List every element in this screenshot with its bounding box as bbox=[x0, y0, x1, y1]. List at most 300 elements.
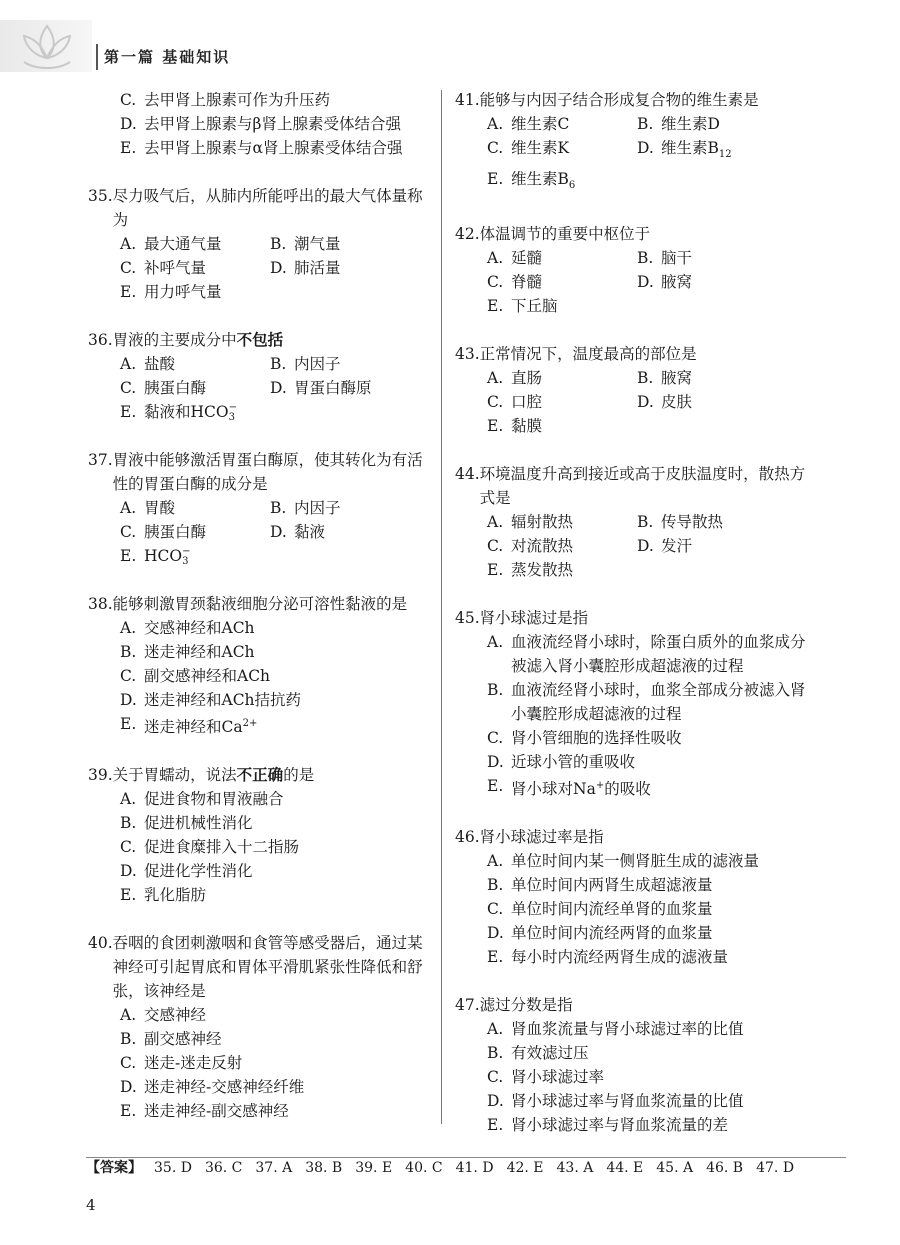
option-item bbox=[120, 400, 270, 424]
option-text bbox=[144, 859, 433, 883]
option-superscript: − bbox=[182, 546, 191, 557]
options bbox=[455, 510, 815, 582]
option-subsup bbox=[229, 403, 237, 423]
question-text-part: 体温调节的重要中枢位于 bbox=[479, 225, 651, 244]
option-letter: E. bbox=[120, 283, 137, 301]
option-text-main: 去甲肾上腺素可作为升压药 bbox=[144, 91, 331, 109]
right-column bbox=[455, 88, 815, 1161]
question-number: 46. bbox=[455, 828, 480, 847]
question-item bbox=[88, 931, 433, 1123]
option-letter: A. bbox=[487, 249, 504, 268]
option-item bbox=[270, 496, 420, 520]
question-text-part: 滤过分数是指 bbox=[479, 996, 573, 1015]
option-letter: A. bbox=[120, 1006, 137, 1025]
option-letter: B. bbox=[120, 643, 137, 661]
option-text bbox=[661, 246, 787, 270]
answer-item: 38. B bbox=[305, 1160, 343, 1176]
option-text-main: 迷走神经-交感神经纤维 bbox=[144, 1078, 305, 1097]
option-text bbox=[511, 270, 637, 294]
option-letter: A. bbox=[120, 499, 137, 517]
option-text bbox=[511, 390, 637, 414]
option-text-main: 维生素K bbox=[511, 139, 570, 157]
answer-item: 35. D bbox=[154, 1160, 192, 1176]
option-text-main: 维生素D bbox=[661, 115, 720, 133]
option-text-main: 肾血浆流量与肾小球滤过率的比值 bbox=[511, 1020, 744, 1039]
question-stem bbox=[455, 342, 815, 366]
option-text-main: 发汗 bbox=[661, 537, 693, 556]
options bbox=[88, 352, 433, 424]
option-text bbox=[511, 774, 815, 801]
option-text-main: 肾小球滤过率与肾血浆流量的比值 bbox=[511, 1092, 744, 1111]
option-item bbox=[270, 376, 420, 400]
option-item bbox=[120, 664, 433, 688]
option-item bbox=[637, 270, 787, 294]
option-text bbox=[144, 112, 433, 136]
option-text-main: 维生素B bbox=[511, 170, 569, 189]
option-letter: D. bbox=[637, 393, 654, 412]
option-text bbox=[511, 112, 637, 136]
option-letter: C. bbox=[120, 379, 137, 397]
options bbox=[455, 849, 815, 969]
question-item bbox=[88, 88, 433, 160]
option-letter: B. bbox=[120, 814, 137, 833]
option-letter: E. bbox=[120, 886, 137, 905]
option-letter: D. bbox=[270, 259, 287, 277]
option-text-main: 单位时间内流经两肾的血浆量 bbox=[511, 924, 713, 943]
option-text-main: 脊髓 bbox=[511, 273, 543, 292]
answer-item: 47. D bbox=[756, 1160, 795, 1176]
option-item bbox=[487, 390, 637, 414]
options bbox=[455, 1017, 815, 1137]
option-text-main: 延髓 bbox=[511, 249, 543, 268]
option-item bbox=[487, 678, 815, 726]
option-letter: B. bbox=[270, 499, 287, 517]
options bbox=[88, 496, 433, 568]
option-text-main: 交感神经 bbox=[144, 1006, 207, 1025]
option-text bbox=[294, 520, 420, 544]
option-text bbox=[144, 1003, 433, 1027]
lotus-logo-icon bbox=[14, 18, 80, 74]
option-text bbox=[511, 1041, 815, 1065]
option-text-main: 肺活量 bbox=[294, 259, 341, 277]
option-text-main: 促进食糜排入十二指肠 bbox=[144, 838, 300, 857]
answer-item: 36. C bbox=[204, 1160, 243, 1176]
option-text bbox=[144, 376, 270, 400]
option-text-main: 迷走神经和Ca bbox=[144, 718, 243, 737]
option-text-main: 内因子 bbox=[294, 499, 341, 517]
option-text-main: 胃酸 bbox=[144, 499, 176, 517]
option-subsup bbox=[182, 547, 190, 567]
option-text-main: 蒸发散热 bbox=[511, 561, 574, 580]
option-text bbox=[294, 496, 420, 520]
question-text-part: 吞咽的食团刺激咽和食管等感受器后，通过某神经可引起胃底和胃体平滑肌紧张性降低和舒张，该神经是 bbox=[112, 934, 423, 1001]
option-letter: C. bbox=[487, 900, 504, 919]
option-text-main: 腋窝 bbox=[661, 369, 693, 388]
option-text bbox=[144, 811, 433, 835]
question-text bbox=[480, 825, 815, 849]
question-number: 47. bbox=[455, 996, 480, 1015]
option-letter: E. bbox=[487, 777, 504, 796]
option-text bbox=[511, 366, 637, 390]
option-letter: B. bbox=[637, 513, 654, 532]
question-stem bbox=[88, 931, 433, 1003]
option-text-main: 单位时间内某一侧肾脏生成的滤液量 bbox=[511, 852, 760, 871]
option-letter: E. bbox=[487, 561, 504, 580]
option-letter: C. bbox=[120, 259, 137, 277]
option-letter: A. bbox=[120, 619, 137, 637]
option-text-main: 近球小管的重吸收 bbox=[511, 753, 636, 772]
question-stem bbox=[88, 184, 433, 232]
option-item bbox=[270, 352, 420, 376]
option-subscript: 6 bbox=[568, 180, 576, 192]
question-stem bbox=[88, 763, 433, 787]
option-text bbox=[144, 88, 433, 112]
option-text-main: 维生素C bbox=[511, 115, 570, 133]
option-text bbox=[144, 787, 433, 811]
option-item bbox=[487, 510, 637, 534]
option-text bbox=[661, 366, 787, 390]
option-letter: A. bbox=[120, 235, 137, 253]
option-letter: D. bbox=[120, 862, 137, 881]
option-item bbox=[487, 750, 815, 774]
question-text bbox=[480, 222, 815, 246]
option-item bbox=[487, 921, 815, 945]
option-item bbox=[487, 136, 637, 167]
option-letter: E. bbox=[487, 1116, 504, 1135]
option-text bbox=[144, 640, 433, 664]
option-item bbox=[120, 280, 270, 304]
option-text-main: 促进机械性消化 bbox=[144, 814, 253, 833]
option-text-main: 黏膜 bbox=[511, 417, 543, 436]
option-text bbox=[511, 558, 637, 582]
option-text bbox=[511, 167, 637, 198]
option-text-main: 口腔 bbox=[511, 393, 543, 412]
option-text bbox=[661, 534, 787, 558]
option-text bbox=[511, 510, 637, 534]
question-text bbox=[113, 328, 433, 352]
question-emphasis: 不包括 bbox=[236, 331, 284, 349]
option-text-main: 迷走-迷走反射 bbox=[144, 1054, 243, 1073]
option-text-main: 胰蛋白酶 bbox=[144, 379, 207, 397]
option-text bbox=[144, 712, 433, 739]
question-item bbox=[455, 88, 815, 198]
option-text-main: 黏液 bbox=[294, 523, 326, 541]
answer-key-items bbox=[154, 1158, 807, 1178]
option-text bbox=[144, 136, 433, 160]
option-item bbox=[487, 726, 815, 750]
option-text bbox=[661, 510, 787, 534]
question-number: 40. bbox=[88, 934, 113, 953]
option-item bbox=[487, 1065, 815, 1089]
question-text-part: 能够刺激胃颈黏液细胞分泌可溶性黏液的是 bbox=[112, 595, 408, 613]
option-letter: A. bbox=[120, 790, 137, 809]
option-item bbox=[637, 366, 787, 390]
option-text-main: 潮气量 bbox=[294, 235, 341, 253]
question-text-part: 的是 bbox=[283, 766, 315, 785]
option-letter: D. bbox=[120, 115, 137, 133]
option-text-main: 内因子 bbox=[294, 355, 341, 373]
option-letter: E. bbox=[487, 948, 504, 967]
option-text-main: 单位时间内流经单肾的血浆量 bbox=[511, 900, 713, 919]
option-text-main: 促进食物和胃液融合 bbox=[144, 790, 284, 809]
answer-item: 44. E bbox=[606, 1160, 644, 1176]
option-item bbox=[487, 873, 815, 897]
option-text bbox=[144, 256, 270, 280]
option-subscript: 12 bbox=[718, 149, 732, 161]
answer-item: 39. E bbox=[355, 1160, 393, 1176]
option-text-main: 血液流经肾小球时，除蛋白质外的血浆成分被滤入肾小囊腔形成超滤液的过程 bbox=[511, 633, 806, 676]
option-letter: D. bbox=[487, 1092, 504, 1111]
page-number: 4 bbox=[86, 1196, 96, 1214]
option-letter: C. bbox=[487, 393, 504, 412]
option-item bbox=[120, 1027, 433, 1051]
options bbox=[455, 366, 815, 438]
option-text bbox=[511, 873, 815, 897]
question-stem bbox=[455, 993, 815, 1017]
option-item bbox=[120, 256, 270, 280]
option-item bbox=[120, 835, 433, 859]
option-text-main: 直肠 bbox=[511, 369, 543, 388]
question-item bbox=[455, 222, 815, 318]
option-text-after: 的吸收 bbox=[604, 780, 651, 799]
option-text-main: 维生素B bbox=[661, 139, 719, 157]
option-item bbox=[487, 167, 637, 198]
option-letter: E. bbox=[120, 1102, 137, 1121]
option-text bbox=[144, 520, 270, 544]
option-letter: A. bbox=[120, 355, 137, 373]
option-item bbox=[487, 558, 637, 582]
option-item bbox=[487, 366, 637, 390]
option-letter: B. bbox=[270, 355, 287, 373]
option-text bbox=[144, 544, 270, 568]
option-text bbox=[294, 256, 420, 280]
option-text bbox=[511, 750, 815, 774]
option-text bbox=[511, 921, 815, 945]
option-text bbox=[511, 945, 815, 969]
option-letter: A. bbox=[487, 633, 504, 652]
option-text bbox=[511, 136, 637, 167]
option-text-main: 胃蛋白酶原 bbox=[294, 379, 372, 397]
option-text-main: 单位时间内两肾生成超滤液量 bbox=[511, 876, 713, 895]
option-letter: B. bbox=[487, 681, 504, 700]
option-text-main: 补呼气量 bbox=[144, 259, 207, 277]
question-text-part: 肾小球滤过率是指 bbox=[479, 828, 604, 847]
option-text bbox=[144, 616, 433, 640]
question-number: 43. bbox=[455, 345, 480, 364]
option-text-main: 促进化学性消化 bbox=[144, 862, 253, 881]
option-text-main: 每小时内流经两肾生成的滤液量 bbox=[511, 948, 729, 967]
option-text bbox=[511, 630, 815, 678]
question-text bbox=[113, 184, 433, 232]
option-text bbox=[661, 390, 787, 414]
option-letter: C. bbox=[120, 523, 137, 541]
option-text-main: 辐射散热 bbox=[511, 513, 574, 532]
option-item bbox=[487, 112, 637, 136]
option-item bbox=[270, 232, 420, 256]
option-letter: D. bbox=[120, 691, 137, 709]
option-subscript: 3 bbox=[228, 412, 235, 423]
option-item bbox=[120, 1099, 433, 1123]
option-item bbox=[270, 256, 420, 280]
option-text-main: 副交感神经和ACh bbox=[144, 667, 271, 685]
option-item bbox=[120, 1051, 433, 1075]
option-text-main: 用力呼气量 bbox=[144, 283, 222, 301]
question-number: 37. bbox=[88, 451, 113, 469]
option-text bbox=[144, 1075, 433, 1099]
option-text-main: 肾小球滤过率 bbox=[511, 1068, 605, 1087]
option-text-main: 皮肤 bbox=[661, 393, 693, 412]
option-text bbox=[144, 1027, 433, 1051]
option-superscript: + bbox=[595, 780, 605, 792]
option-text-main: 胰蛋白酶 bbox=[144, 523, 207, 541]
option-item bbox=[637, 534, 787, 558]
option-text-main: 去甲肾上腺素与α肾上腺素受体结合强 bbox=[144, 139, 403, 157]
option-text bbox=[511, 1089, 815, 1113]
option-text bbox=[511, 1017, 815, 1041]
option-item bbox=[637, 246, 787, 270]
question-item bbox=[455, 825, 815, 969]
question-item bbox=[88, 592, 433, 739]
question-text-part: 能够与内因子结合形成复合物的维生素是 bbox=[479, 91, 759, 109]
option-text-main: 下丘脑 bbox=[511, 297, 558, 316]
option-text bbox=[144, 883, 433, 907]
option-item bbox=[120, 811, 433, 835]
option-text-main: 乳化脂肪 bbox=[144, 886, 207, 905]
option-item bbox=[487, 270, 637, 294]
answer-item: 46. B bbox=[706, 1160, 744, 1176]
option-item bbox=[120, 1003, 433, 1027]
option-letter: D. bbox=[487, 924, 504, 943]
question-item bbox=[88, 448, 433, 568]
question-number: 35. bbox=[88, 187, 113, 205]
option-text-main: 传导散热 bbox=[661, 513, 724, 532]
option-superscript: 2+ bbox=[242, 718, 258, 729]
question-item bbox=[455, 462, 815, 582]
option-text-main: 交感神经和ACh bbox=[144, 619, 255, 637]
option-text bbox=[144, 400, 270, 424]
option-item bbox=[120, 352, 270, 376]
option-item bbox=[637, 136, 787, 167]
option-text bbox=[511, 246, 637, 270]
options bbox=[88, 232, 433, 304]
option-text bbox=[144, 1051, 433, 1075]
option-text bbox=[661, 136, 787, 167]
question-number: 44. bbox=[455, 465, 480, 484]
question-text-part: 肾小球滤过是指 bbox=[479, 609, 589, 628]
option-letter: E. bbox=[120, 715, 137, 733]
option-letter: D. bbox=[270, 523, 287, 541]
option-item bbox=[487, 1113, 815, 1137]
section-title: 第一篇 基础知识 bbox=[104, 48, 231, 66]
answer-item: 40. C bbox=[405, 1160, 443, 1176]
option-text bbox=[294, 352, 420, 376]
option-text-main: 迷走神经和ACh拮抗药 bbox=[144, 691, 302, 709]
option-letter: B. bbox=[487, 876, 504, 895]
option-subscript: 3 bbox=[182, 556, 189, 567]
option-text bbox=[144, 496, 270, 520]
option-text-main: 对流散热 bbox=[511, 537, 574, 556]
option-text-main: 肾小管细胞的选择性吸收 bbox=[511, 729, 682, 748]
question-text-part: 尽力吸气后，从肺内所能呼出的最大气体量称为 bbox=[112, 187, 423, 229]
question-item bbox=[455, 342, 815, 438]
option-letter: A. bbox=[487, 115, 504, 133]
option-item bbox=[637, 390, 787, 414]
option-item bbox=[120, 496, 270, 520]
option-letter: E. bbox=[120, 547, 137, 565]
option-item bbox=[487, 246, 637, 270]
option-text bbox=[511, 534, 637, 558]
option-letter: A. bbox=[487, 1020, 504, 1039]
option-letter: B. bbox=[120, 1030, 137, 1049]
option-text-main: 副交感神经 bbox=[144, 1030, 222, 1049]
question-item bbox=[455, 993, 815, 1137]
option-text bbox=[144, 664, 433, 688]
option-letter: C. bbox=[487, 273, 504, 292]
question-text-part: 正常情况下，温度最高的部位是 bbox=[479, 345, 697, 364]
question-stem bbox=[455, 222, 815, 246]
question-item bbox=[88, 184, 433, 304]
option-letter: A. bbox=[487, 513, 504, 532]
option-text bbox=[144, 1099, 433, 1123]
option-letter: C. bbox=[120, 838, 137, 857]
option-item bbox=[120, 520, 270, 544]
option-text bbox=[511, 1065, 815, 1089]
option-item bbox=[487, 849, 815, 873]
option-text bbox=[294, 232, 420, 256]
option-text bbox=[144, 688, 433, 712]
option-text bbox=[511, 294, 637, 318]
option-text bbox=[511, 414, 637, 438]
question-text bbox=[480, 993, 815, 1017]
question-text-part: 胃液中能够激活胃蛋白酶原，使其转化为有活性的胃蛋白酶的成分是 bbox=[112, 451, 423, 493]
question-stem bbox=[455, 462, 815, 510]
option-item bbox=[120, 232, 270, 256]
option-item bbox=[120, 616, 433, 640]
option-item bbox=[120, 883, 433, 907]
options bbox=[88, 1003, 433, 1123]
option-letter: E. bbox=[120, 139, 137, 157]
option-text bbox=[511, 726, 815, 750]
options bbox=[455, 112, 815, 198]
option-item bbox=[120, 1075, 433, 1099]
options bbox=[88, 787, 433, 907]
option-text bbox=[511, 1113, 815, 1137]
option-text-main: 血液流经肾小球时，血浆全部成分被滤入肾小囊腔形成超滤液的过程 bbox=[511, 681, 806, 724]
option-item bbox=[120, 88, 433, 112]
option-item bbox=[120, 376, 270, 400]
option-item bbox=[120, 640, 433, 664]
option-letter: C. bbox=[487, 1068, 504, 1087]
header-divider bbox=[96, 44, 98, 70]
question-number: 39. bbox=[88, 766, 113, 785]
option-letter: A. bbox=[487, 369, 504, 388]
option-item bbox=[120, 859, 433, 883]
option-item bbox=[487, 294, 637, 318]
option-letter: B. bbox=[487, 1044, 504, 1063]
option-item bbox=[270, 520, 420, 544]
answer-item: 42. E bbox=[506, 1160, 544, 1176]
options bbox=[455, 246, 815, 318]
option-item bbox=[120, 544, 270, 568]
question-number: 41. bbox=[455, 91, 480, 109]
option-text bbox=[144, 232, 270, 256]
question-item bbox=[455, 606, 815, 801]
option-item bbox=[487, 534, 637, 558]
option-item bbox=[487, 630, 815, 678]
option-letter: D. bbox=[637, 537, 654, 556]
option-text-main: HCO bbox=[144, 547, 183, 565]
option-letter: E. bbox=[487, 170, 504, 189]
